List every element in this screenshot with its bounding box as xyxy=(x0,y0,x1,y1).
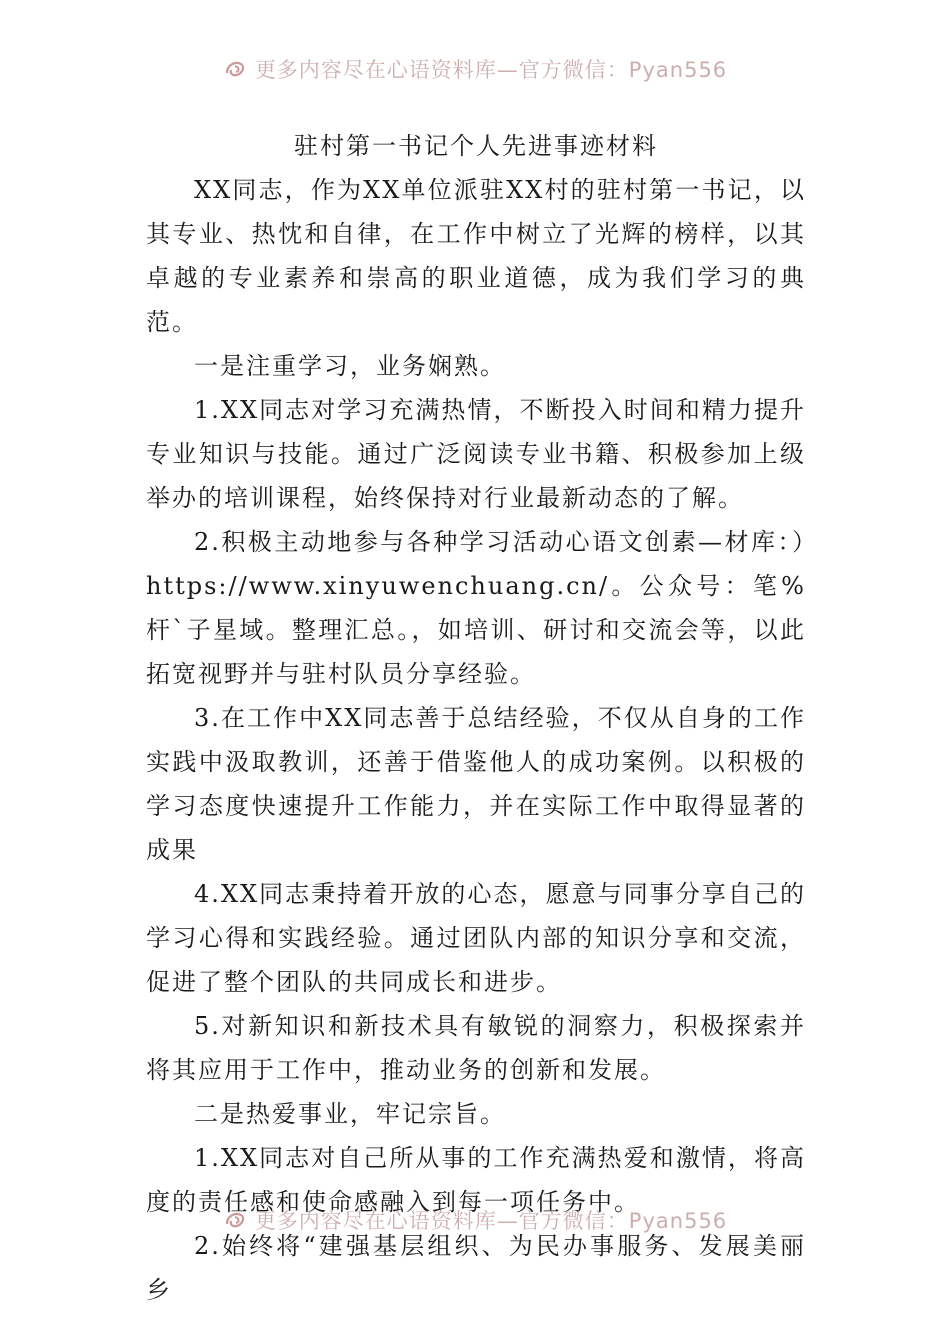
watermark-text: 更多内容尽在心语资料库—官方微信：Pyan556 xyxy=(254,1209,728,1233)
watermark-header xyxy=(0,54,950,84)
logo-icon xyxy=(223,1208,247,1232)
paragraph-1-4: 4.XX同志秉持着开放的心态，愿意与同事分享自己的学习心得和实践经验。通过团队内部的知识分享和交流，促进了整个团队的共同成长和进步。 xyxy=(146,880,806,996)
document-body xyxy=(146,124,806,1312)
paragraph-2-1: 1.XX同志对自己所从事的工作充满热爱和激情，将高度的责任感和使命感融入到每一项任务中。 xyxy=(146,1144,806,1216)
section-heading-2: 二是热爱事业，牢记宗旨。 xyxy=(194,1100,506,1128)
paragraph-1-3: 3.在工作中XX同志善于总结经验，不仅从自身的工作实践中汲取教训，还善于借鉴他人的成功案例。以积极的学习态度快速提升工作能力，并在实际工作中取得显著的成果 xyxy=(146,704,806,864)
watermark-text: 更多内容尽在心语资料库—官方微信：Pyan556 xyxy=(254,58,728,82)
paragraph-1-2: 2.积极主动地参与各种学习活动心语文创素—材库：）https://www.xinyuwenchuang.cn/。公众号：笔%杆`子星域。整理汇总。，如培训、研讨和交流会等，以此拓宽视野并与驻村队员分享经验。 xyxy=(146,528,806,688)
document-title: 驻村第一书记个人先进事迹材料 xyxy=(294,132,658,160)
paragraph-2-2: 2.始终将“建强基层组织、为民办事服务、发展美丽乡 xyxy=(146,1232,806,1304)
paragraph-1-1: 1.XX同志对学习充满热情，不断投入时间和精力提升专业知识与技能。通过广泛阅读专业书籍、积极参加上级举办的培训课程，始终保持对行业最新动态的了解。 xyxy=(146,396,806,512)
logo-icon xyxy=(223,57,247,81)
watermark-footer xyxy=(0,1205,950,1235)
paragraph-intro: XX同志，作为XX单位派驻XX村的驻村第一书记，以其专业、热忱和自律，在工作中树立了光辉的榜样，以其卓越的专业素养和崇高的职业道德，成为我们学习的典范。 xyxy=(146,176,806,336)
section-heading-1: 一是注重学习，业务娴熟。 xyxy=(194,352,506,380)
paragraph-1-5: 5.对新知识和新技术具有敏锐的洞察力，积极探索并将其应用于工作中，推动业务的创新和发展。 xyxy=(146,1012,806,1084)
